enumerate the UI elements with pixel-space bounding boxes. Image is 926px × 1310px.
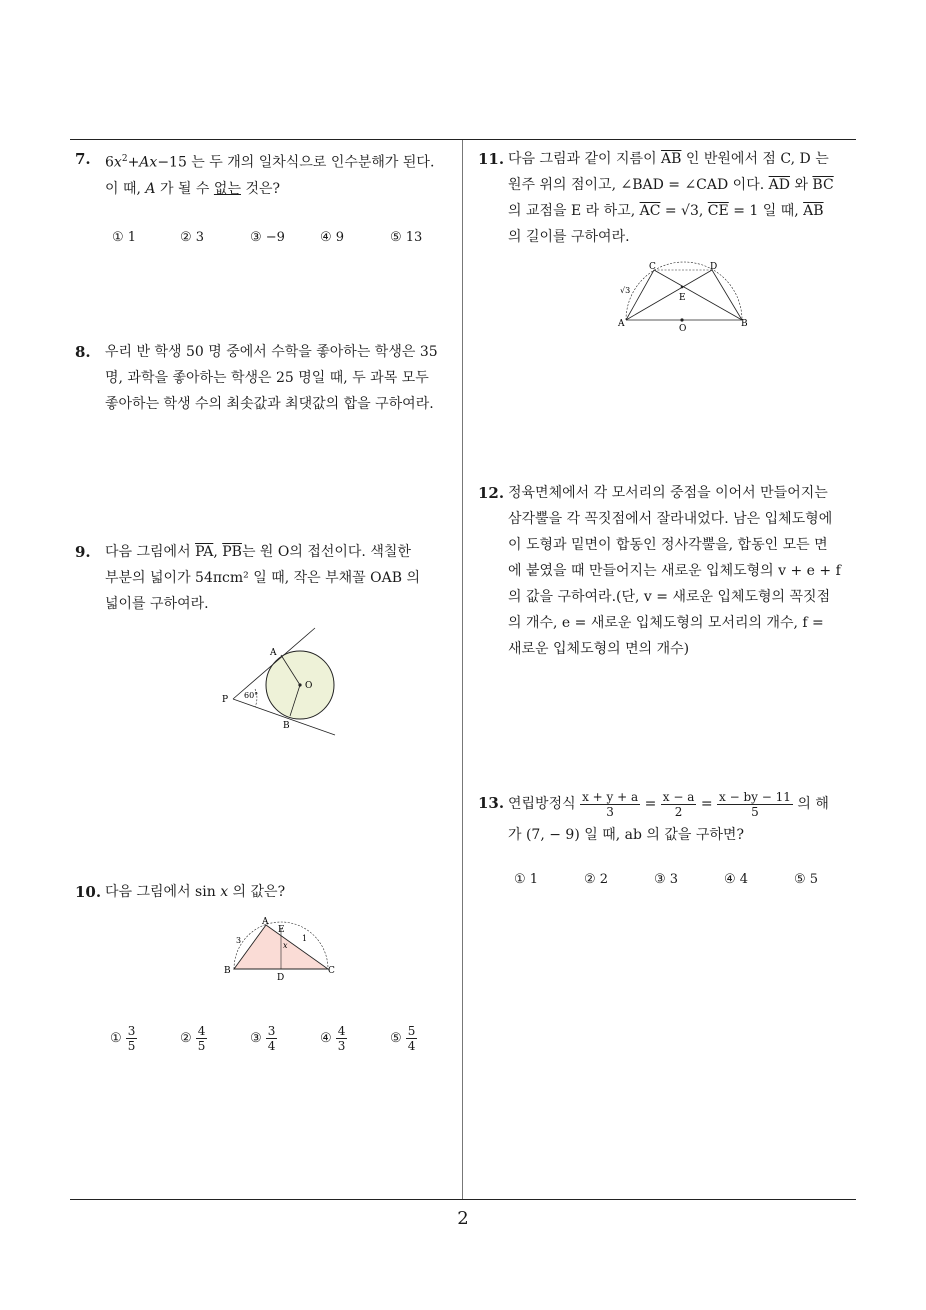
fraction: $\frac{3}{5}$ [127, 1024, 136, 1053]
label-b: B [741, 319, 748, 329]
label-d: D [710, 262, 718, 272]
fraction-2: $\frac{x - a}{2}$ [662, 789, 695, 819]
question-12 [478, 480, 863, 662]
fraction: $\frac{3}{4}$ [267, 1024, 276, 1053]
center-point [680, 318, 683, 321]
segment-ad [626, 270, 712, 320]
question-13 [478, 786, 863, 848]
label-a: A [618, 319, 625, 329]
fraction-3: $\frac{x - by - 11}{5}$ [719, 789, 791, 819]
label-3: 3 [236, 936, 242, 945]
page-number: 2 [457, 1208, 469, 1229]
label-e: E [679, 293, 686, 303]
segment-cb [654, 270, 742, 320]
top-rule [70, 139, 856, 140]
semicircle-figure [612, 260, 757, 335]
question-number: 11. [478, 150, 505, 168]
label-c: C [649, 262, 656, 272]
question-text: 다음 그림에서 sin x 의 값은? [105, 884, 286, 900]
question-number: 12. [478, 484, 505, 502]
tangent-circle-figure [215, 625, 345, 740]
choice-1[interactable]: ① 1 [514, 872, 539, 887]
label-b: B [224, 966, 231, 976]
label-a: A [270, 648, 277, 658]
underlined-word: 없는 [213, 180, 241, 197]
label-d: D [277, 973, 285, 983]
choice-5[interactable]: ⑤ $\frac{5}{4}$ [390, 1024, 416, 1053]
choice-3[interactable]: ③ 3 [654, 872, 679, 887]
fraction-1: $\frac{x + y + a}{3}$ [582, 789, 639, 819]
center-point [298, 683, 301, 686]
question-text: 정육면체에서 각 모서리의 중점을 이어서 만들어지는 삼각뿔을 각 꼭짓점에서 잘라내었다. 남은 입체도형에 이 도형과 밑면이 합동인 정사각뿔을, 합동인 모든 면 에 붙였을 때 만들어지는 새로운 입체도형의 v + e + f 의 값을 구하여라.(단, v = 새로운 입체도형의 꼭짓점 의 개수, e = 새로운 입체도형의 모서리의 개수, f = 새로운 입체도형의 면의 개수) [508, 485, 841, 657]
label-p: P [222, 695, 229, 705]
question-text: 연립방정식 $\frac{x + y + a}{3}$ = $\frac{x - a}{2}$ = $\frac{x - by - 11}{5}$ 의 해 가 (7, − 9) 일 때, ab 의 값을 구하면? [508, 789, 829, 843]
bottom-rule [70, 1199, 856, 1200]
choice-3[interactable]: ③ $\frac{3}{4}$ [250, 1024, 276, 1053]
column-divider [462, 140, 463, 1200]
question-text: 우리 반 학생 50 명 중에서 수학을 좋아하는 학생은 35 명, 과학을 좋아하는 학생은 25 명일 때, 두 과목 모두 좋아하는 학생 수의 최솟값과 최댓값의 합을 구하여라. [105, 344, 438, 412]
label-root3: √3 [620, 286, 631, 295]
choice-1[interactable]: ① $\frac{3}{5}$ [110, 1024, 136, 1053]
label-a: A [262, 917, 269, 927]
question-text: $6x^2+Ax-15$ 는 두 개의 일차식으로 인수분해가 된다. 이 때, A 가 될 수 없는 것은? [105, 154, 435, 197]
question-7 [75, 146, 460, 202]
choice-4[interactable]: ④ $\frac{4}{3}$ [320, 1024, 346, 1053]
segment-db [712, 270, 742, 320]
question-number: 9. [75, 543, 91, 561]
label-b: B [283, 721, 290, 731]
fraction: $\frac{4}{3}$ [337, 1024, 346, 1053]
question-number: 7. [75, 150, 91, 168]
label-o: O [305, 681, 313, 691]
choice-1[interactable]: ① 1 [112, 230, 137, 245]
label-c: C [328, 966, 335, 976]
choice-3[interactable]: ③ −9 [250, 230, 285, 245]
label-e: E [278, 925, 285, 935]
question-number: 13. [478, 794, 505, 812]
fraction: $\frac{4}{5}$ [197, 1024, 206, 1053]
question-number: 8. [75, 343, 91, 361]
question-number: 10. [75, 883, 102, 901]
choice-5[interactable]: ⑤ 13 [390, 230, 423, 245]
choice-4[interactable]: ④ 4 [724, 872, 749, 887]
triangle-figure [220, 915, 340, 983]
point-e [681, 286, 684, 289]
question-text: 다음 그림과 같이 지름이 $\overline{AB}$ 인 반원에서 점 C, D 는 원주 위의 점이고, ∠BAD = ∠CAD 이다. $\overline{AD}$ 와 $\overline{BC}$ 의 교점을 E 라 하고, $\overline{AC} = √3$, $\overline{CE} = 1$ 일 때, $\overline{AB}$ 의 길이를 구하여라. [508, 151, 834, 245]
segment-ac [626, 270, 654, 320]
choice-2[interactable]: ② $\frac{4}{5}$ [180, 1024, 206, 1053]
question-8 [75, 339, 460, 417]
question-10 [75, 879, 460, 905]
label-x: x [283, 941, 288, 950]
choice-2[interactable]: ② 3 [180, 230, 205, 245]
question-9 [75, 539, 460, 617]
choice-5[interactable]: ⑤ 5 [794, 872, 819, 887]
label-angle: 60° [244, 691, 259, 700]
label-1: 1 [302, 934, 308, 943]
choice-4[interactable]: ④ 9 [320, 230, 345, 245]
choice-2[interactable]: ② 2 [584, 872, 609, 887]
label-o: O [679, 324, 687, 334]
fraction: $\frac{5}{4}$ [407, 1024, 416, 1053]
question-11 [478, 146, 863, 250]
question-text: 다음 그림에서 $\overline{PA}$, $\overline{PB}$는 원 O의 접선이다. 색칠한 부분의 넓이가 54πcm² 일 때, 작은 부채꼴 OAB 의 넓이를 구하여라. [105, 544, 421, 612]
